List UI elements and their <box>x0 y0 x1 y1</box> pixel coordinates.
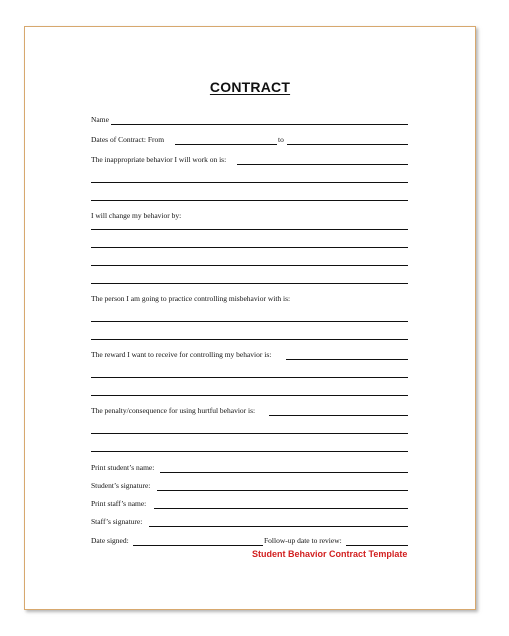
dates-to-label: to <box>278 135 284 144</box>
penalty-row <box>91 404 408 416</box>
name-label: Name <box>91 115 109 124</box>
print-staff-row <box>91 497 408 509</box>
reward-label: The reward I want to receive for controlling my behavior is: <box>91 350 272 359</box>
change-blank-line[interactable] <box>91 283 408 284</box>
dates-from-label: Dates of Contract: From <box>91 135 165 144</box>
behavior-blank-line[interactable] <box>91 182 408 183</box>
student-signature-label: Student’s signature: <box>91 481 151 490</box>
date-from-line[interactable] <box>175 144 277 145</box>
document-page <box>24 26 476 610</box>
print-staff-line[interactable] <box>154 508 408 509</box>
date-signed-row <box>91 534 408 546</box>
reward-blank-line[interactable] <box>91 395 408 396</box>
penalty-blank-line[interactable] <box>91 451 408 452</box>
follow-up-line[interactable] <box>346 545 408 546</box>
behavior-row <box>91 153 408 165</box>
staff-signature-row <box>91 515 408 527</box>
penalty-label: The penalty/consequence for using hurtful behavior is: <box>91 406 256 415</box>
change-blank-line[interactable] <box>91 229 408 230</box>
reward-row <box>91 348 408 360</box>
change-row <box>91 209 408 221</box>
date-to-line[interactable] <box>287 144 408 145</box>
contract-title <box>25 79 475 95</box>
reward-blank-line[interactable] <box>91 377 408 378</box>
dates-row <box>91 133 408 145</box>
person-blank-line[interactable] <box>91 339 408 340</box>
person-blank-line[interactable] <box>91 321 408 322</box>
person-row <box>91 292 408 304</box>
student-signature-line[interactable] <box>157 490 408 491</box>
behavior-line[interactable] <box>237 164 408 165</box>
follow-up-label: Follow-up date to review: <box>264 536 342 545</box>
penalty-line[interactable] <box>269 415 408 416</box>
date-signed-line[interactable] <box>133 545 263 546</box>
change-blank-line[interactable] <box>91 265 408 266</box>
change-blank-line[interactable] <box>91 247 408 248</box>
person-label: The person I am going to practice controlling misbehavior with is: <box>91 294 291 303</box>
print-staff-label: Print staff’s name: <box>91 499 147 508</box>
penalty-blank-line[interactable] <box>91 433 408 434</box>
print-student-line[interactable] <box>160 472 408 473</box>
name-row <box>91 113 408 125</box>
template-caption: Student Behavior Contract Template <box>252 549 408 559</box>
staff-signature-label: Staff’s signature: <box>91 517 143 526</box>
reward-line[interactable] <box>286 359 408 360</box>
behavior-label: The inappropriate behavior I will work on is: <box>91 155 227 164</box>
behavior-blank-line[interactable] <box>91 200 408 201</box>
print-student-label: Print student’s name: <box>91 463 155 472</box>
change-label: I will change my behavior by: <box>91 211 182 220</box>
contract-title-text: CONTRACT <box>209 79 291 95</box>
print-student-row <box>91 461 408 473</box>
staff-signature-line[interactable] <box>149 526 408 527</box>
name-line[interactable] <box>111 124 408 125</box>
date-signed-label: Date signed: <box>91 536 129 545</box>
student-signature-row <box>91 479 408 491</box>
